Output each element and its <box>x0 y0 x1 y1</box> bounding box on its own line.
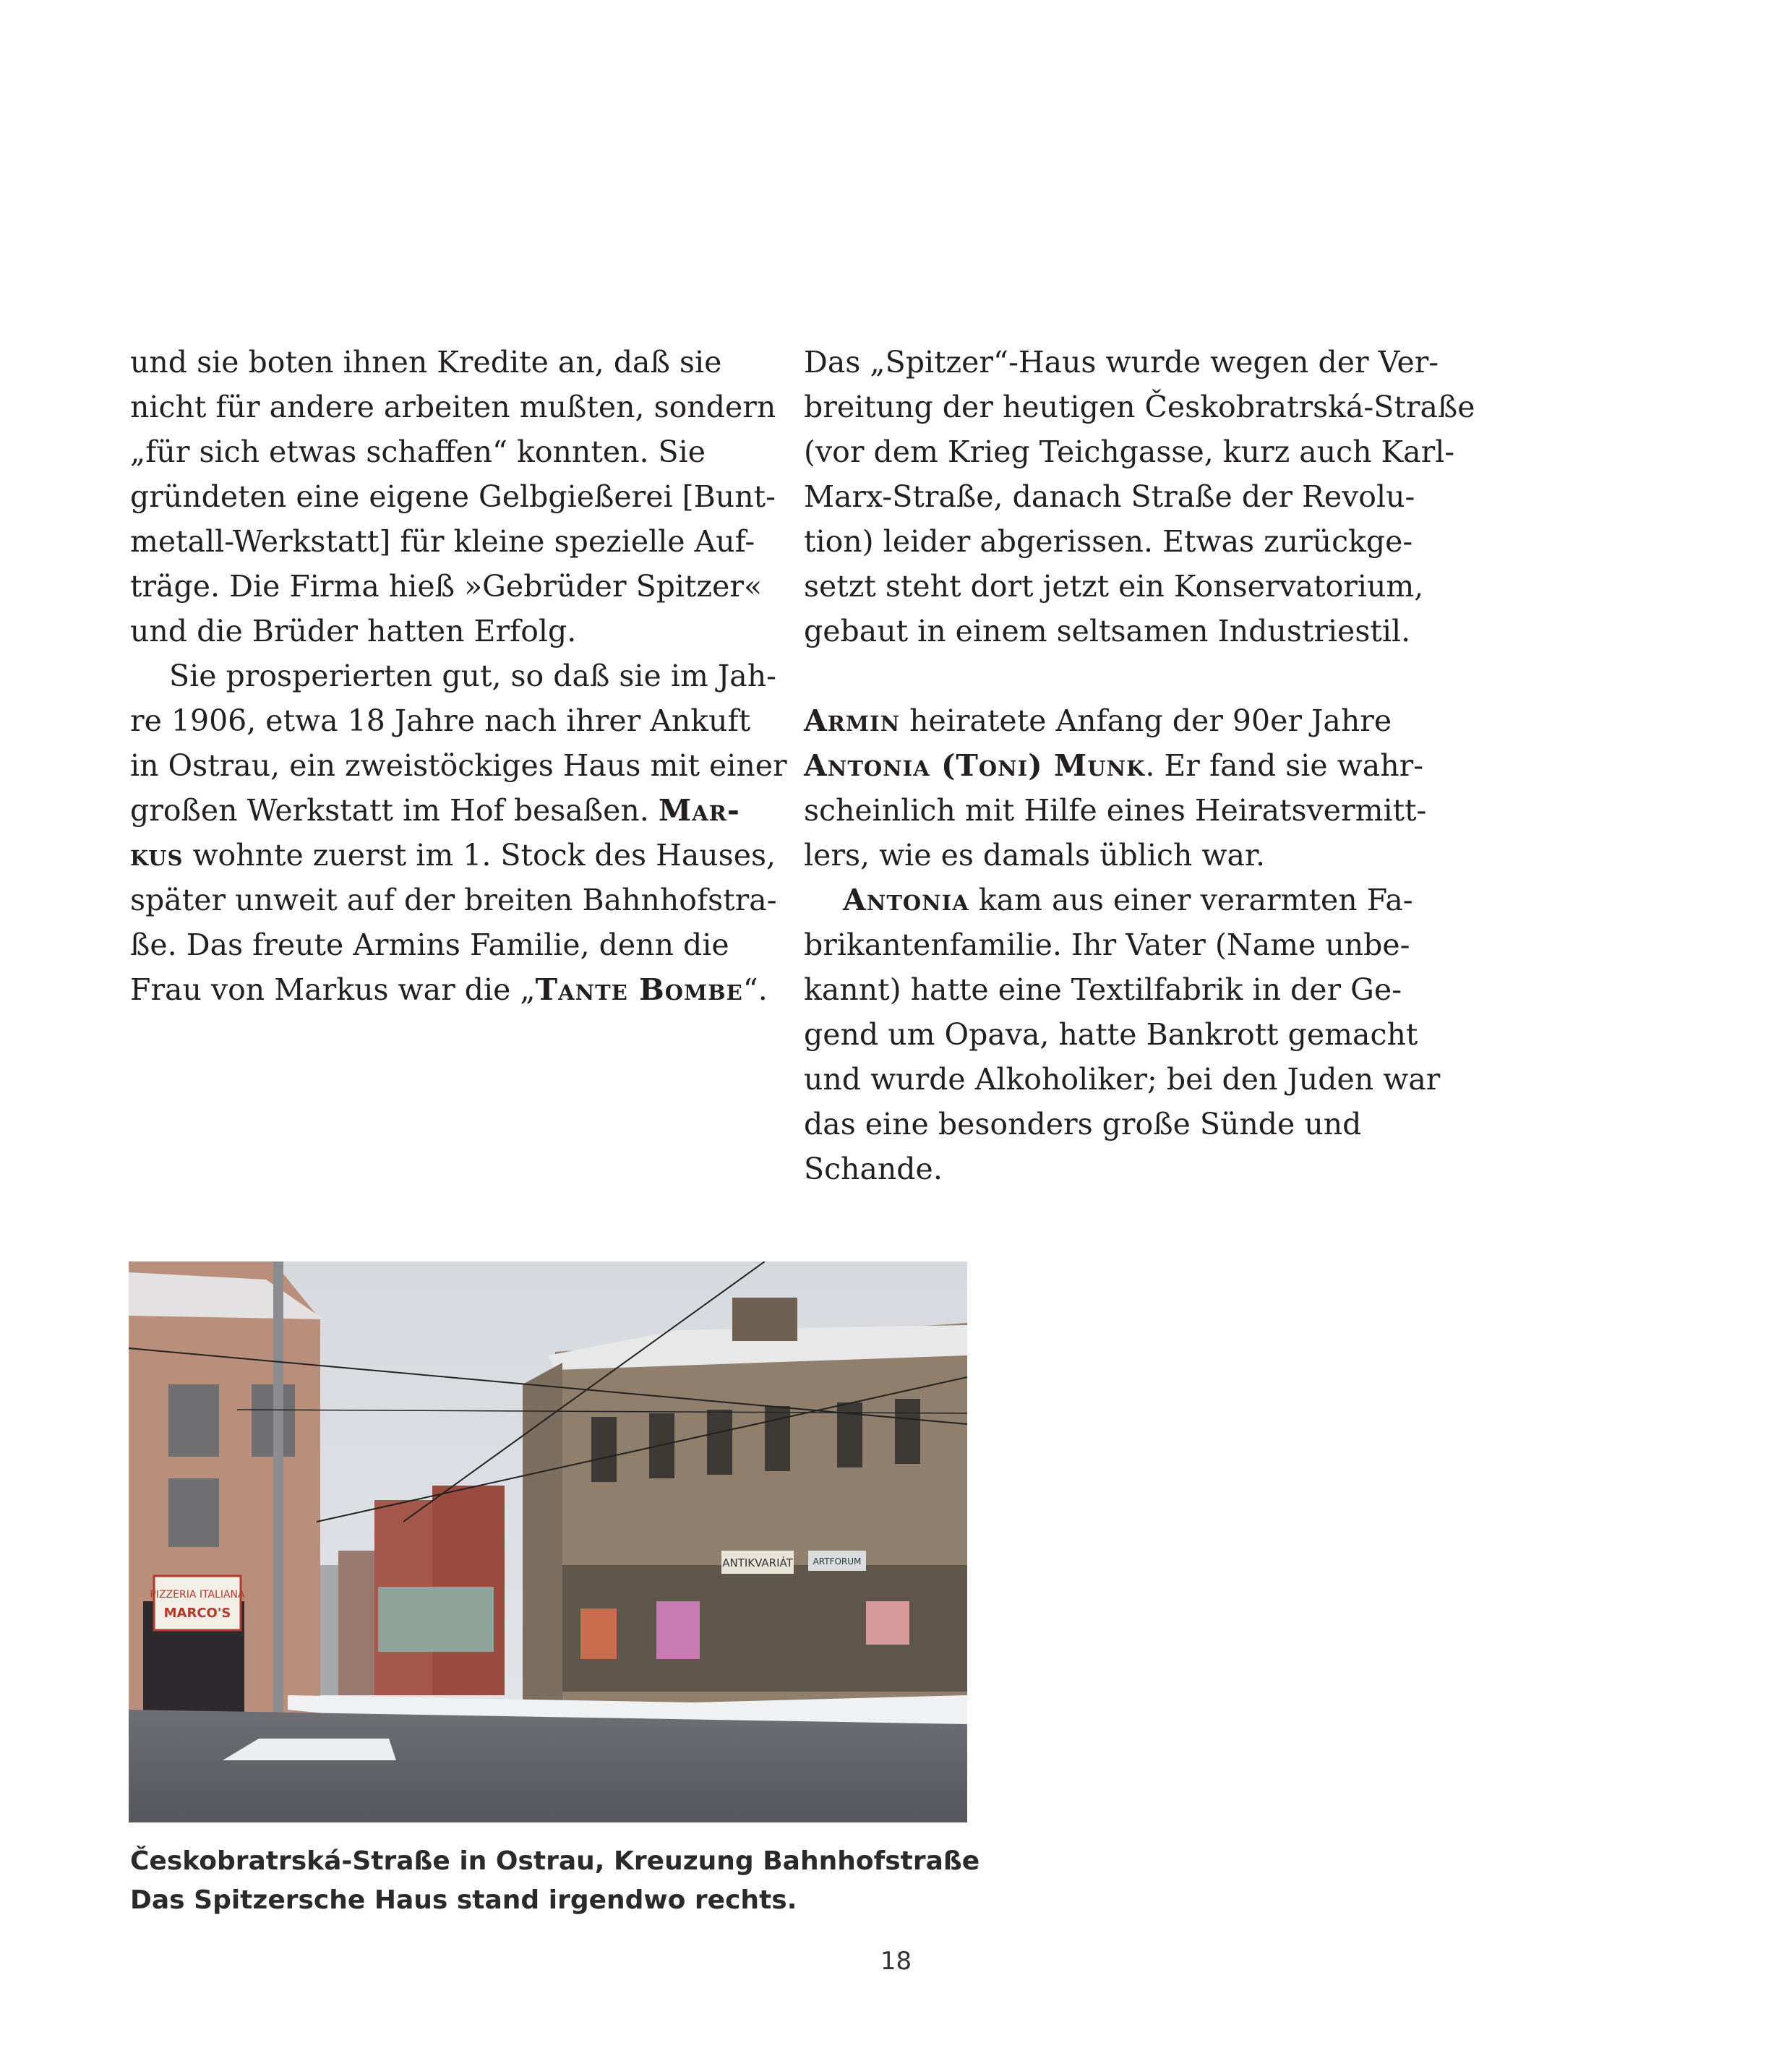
caption-line: Českobratrská-Straße in Ostrau, Kreuzung Bahnhofstraße <box>130 1846 980 1876</box>
window <box>649 1413 674 1478</box>
paragraph-line <box>804 743 1440 788</box>
paragraph-line <box>804 698 1440 743</box>
paragraph-line: breitung der heutigen Českobratrská-Straße <box>804 390 1475 424</box>
right-text-column <box>804 340 1475 1191</box>
paragraph-line: gend um Opava, hatte Bankrott gemacht <box>804 1017 1418 1052</box>
left-text-column <box>130 340 787 1012</box>
paragraph-line <box>130 967 768 1012</box>
paragraph-line: Schande. <box>804 1152 943 1186</box>
window <box>707 1410 732 1475</box>
person-name: kus <box>130 838 184 873</box>
person-name: Armin <box>804 703 901 738</box>
poster-board <box>580 1608 617 1659</box>
poster-board <box>656 1601 700 1659</box>
paragraph-line <box>804 878 1440 922</box>
pizzeria-sign-text: PIZZERIA ITALIANA <box>150 1589 245 1601</box>
window <box>168 1478 219 1547</box>
paragraph-line: brikantenfamilie. Ihr Vater (Name unbe- <box>804 927 1410 962</box>
page-number: 18 <box>880 1947 912 1976</box>
paragraph-line: träge. Die Firma hieß »Gebrüder Spitzer« <box>130 569 763 604</box>
paragraph-line: das eine besonders große Sünde und <box>804 1107 1362 1141</box>
paragraph-gap <box>804 654 1440 698</box>
line-text: heiratete Anfang der 90er Jahre <box>900 703 1392 738</box>
artforum-sign-text: ARTFORUM <box>813 1556 862 1567</box>
street-photo-illustration <box>129 1261 967 1822</box>
paragraph-line: nicht für andere arbeiten mußten, sondern <box>130 390 776 424</box>
antikvariat-sign-text: ANTIKVARIÁT <box>722 1556 793 1569</box>
poster-board <box>866 1601 909 1645</box>
pizzeria-sign <box>154 1576 241 1630</box>
roof-turret <box>732 1298 797 1341</box>
paragraph-line: Das „Spitzer“-Haus wurde wegen der Ver- <box>804 345 1439 380</box>
paragraph-line: gründeten eine eigene Gelbgießerei [Bunt- <box>130 479 776 514</box>
line-text: großen Werkstatt im Hof besaßen. <box>130 793 659 828</box>
window <box>591 1417 617 1482</box>
paragraph-line: gebaut in einem seltsamen Industriestil. <box>804 614 1411 648</box>
paragraph-line <box>130 833 776 878</box>
person-name: Antonia <box>843 883 969 917</box>
person-name: Antonia (Toni) Munk <box>804 748 1146 783</box>
road <box>129 1710 967 1822</box>
glass-facade <box>378 1587 494 1652</box>
paragraph-line <box>130 788 752 833</box>
person-name: Tante Bombe <box>535 972 743 1007</box>
line-text: Frau von Markus war die „ <box>130 972 536 1007</box>
paragraph-line: tion) leider abgerissen. Etwas zurückge- <box>804 524 1413 559</box>
paragraph-line: und sie boten ihnen Kredite an, daß sie <box>130 345 722 380</box>
line-text: kam aus einer verarmten Fa- <box>969 883 1413 917</box>
paragraph-line: „für sich etwas schaffen“ konnten. Sie <box>130 434 706 469</box>
line-text: “. <box>742 972 768 1007</box>
corner-building-left-wing <box>523 1363 562 1724</box>
street-photo <box>129 1261 967 1822</box>
paragraph-line: Sie prosperierten gut, so daß sie im Jah- <box>169 659 776 693</box>
paragraph-line: metall-Werkstatt] für kleine spezielle Auf- <box>130 524 755 559</box>
window <box>895 1399 920 1464</box>
marco-sign-text: MARCO'S <box>163 1606 231 1621</box>
paragraph-line: Marx-Straße, danach Straße der Revolu- <box>804 479 1415 514</box>
paragraph-line: lers, wie es damals üblich war. <box>804 838 1266 873</box>
paragraph-line: scheinlich mit Hilfe eines Heiratsvermitt- <box>804 793 1427 828</box>
paragraph-line: (vor dem Krieg Teichgasse, kurz auch Karl- <box>804 434 1455 469</box>
caption-line: Das Spitzersche Haus stand irgendwo rechts. <box>130 1885 797 1915</box>
paragraph-line: kannt) hatte eine Textilfabrik in der Ge- <box>804 972 1402 1007</box>
paragraph-line: in Ostrau, ein zweistöckiges Haus mit einer <box>130 748 787 783</box>
paragraph-line: re 1906, etwa 18 Jahre nach ihrer Ankuft <box>130 703 751 738</box>
paragraph-line: und die Brüder hatten Erfolg. <box>130 614 577 648</box>
window <box>168 1384 219 1457</box>
street-pole <box>273 1261 283 1753</box>
line-text: . Er fand sie wahr- <box>1145 748 1424 783</box>
window <box>765 1406 790 1471</box>
line-text: wohnte zuerst im 1. Stock des Hauses, <box>183 838 776 873</box>
paragraph-line: und wurde Alkoholiker; bei den Juden war <box>804 1062 1441 1097</box>
person-name: Mar- <box>658 793 740 828</box>
paragraph-line: ße. Das freute Armins Familie, denn die <box>130 927 729 962</box>
figure-caption <box>130 1842 1070 1920</box>
paragraph-line: setzt steht dort jetzt ein Konservatorium, <box>804 569 1424 604</box>
paragraph-line: später unweit auf der breiten Bahnhofstra- <box>130 883 777 917</box>
